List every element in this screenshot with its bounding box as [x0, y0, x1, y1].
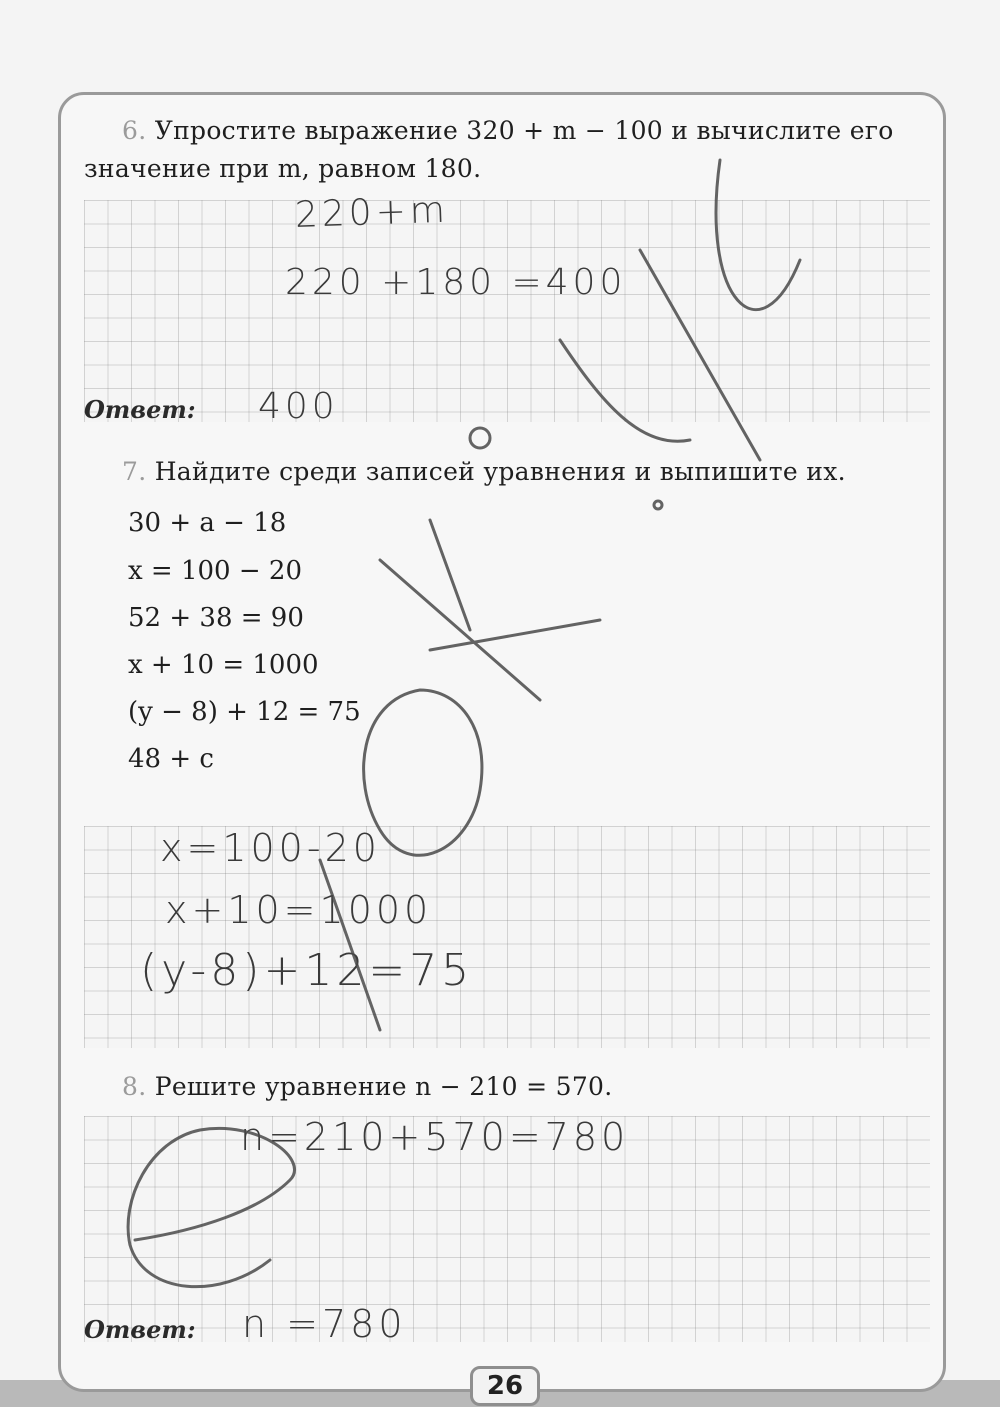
task7-work-line3: (y-8)+12=75 [140, 945, 474, 996]
task8-question [122, 1068, 922, 1106]
task8-work: n=210+570=780 [240, 1115, 630, 1159]
task7-number: 7. [122, 457, 147, 486]
task7-question [122, 453, 922, 491]
record-5: (y − 8) + 12 = 75 [128, 697, 361, 727]
task8-answer: n =780 [242, 1302, 407, 1346]
task6-question [84, 112, 934, 188]
page-number: 26 [470, 1366, 540, 1406]
task8-answer-label: Ответ: [84, 1315, 196, 1344]
record-1: 30 + a − 18 [128, 508, 287, 538]
task7-text: Найдите среди записей уравнения и выпишите их. [154, 457, 846, 486]
record-2: x = 100 − 20 [128, 556, 303, 586]
task6-grid [84, 200, 930, 422]
task8-text: Решите уравнение n − 210 = 570. [154, 1072, 613, 1101]
task6-answer-label: Ответ: [84, 395, 196, 424]
record-6: 48 + c [128, 744, 214, 774]
record-4: x + 10 = 1000 [128, 650, 319, 680]
task7-work-line2: x+10=1000 [165, 888, 433, 932]
task6-work-line1: 220+m [294, 189, 450, 236]
task6-work-line2: 220 +180 =400 [285, 262, 627, 303]
task6-answer: 400 [258, 386, 339, 427]
task8-number: 8. [122, 1072, 147, 1101]
record-3: 52 + 38 = 90 [128, 603, 304, 633]
task7-work-line1: x=100-20 [160, 826, 381, 870]
task6-text-line1: Упростите выражение 320 + m − 100 и вычислите его [154, 116, 894, 145]
task6-text-line2: значение при m, равном 180. [84, 154, 482, 183]
task6-number: 6. [122, 116, 147, 145]
